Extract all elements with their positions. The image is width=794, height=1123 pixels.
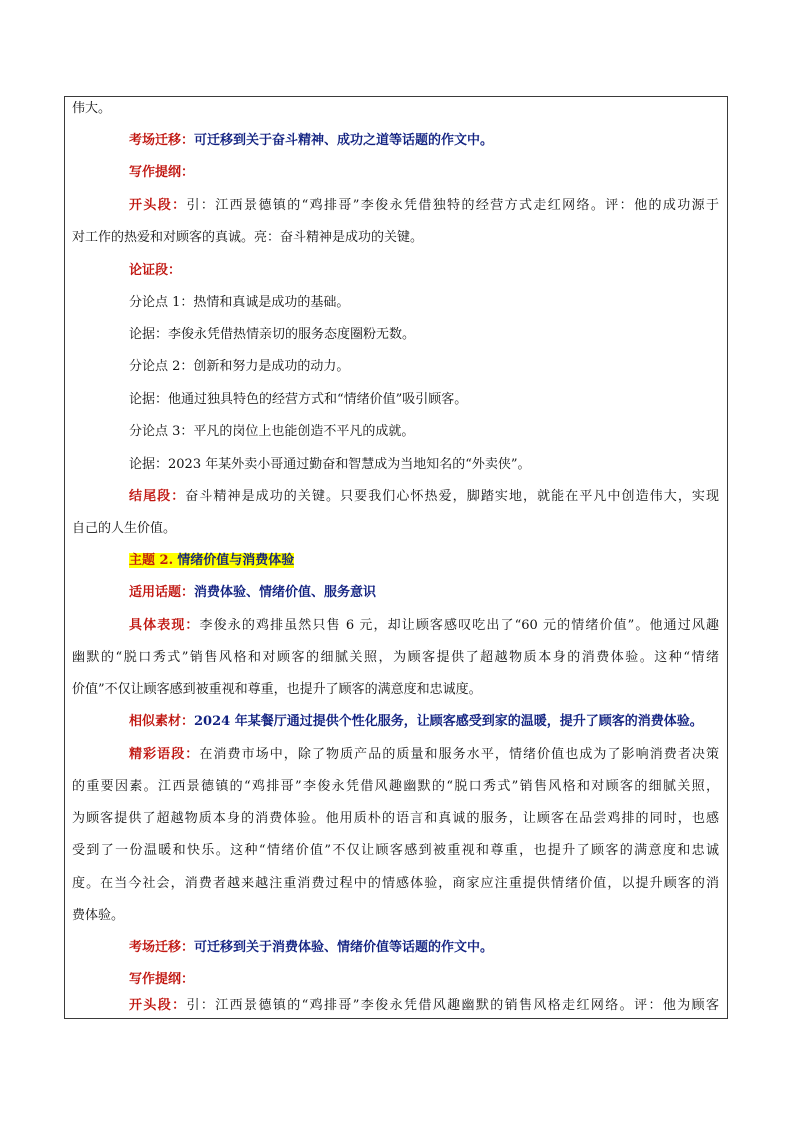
- paragraph-text: 引：江西景德镇的“鸡排哥”李俊永凭借独特的经营方式走红网络。评：他的成功源于: [186, 198, 719, 213]
- section-label: 具体表现：: [129, 618, 200, 633]
- paragraph-text: 受到了一份温暖和快乐。这种“情绪价值”不仅让顾客感到被重视和尊重，也提升了顾客的满意度和忠诚: [72, 843, 719, 858]
- text-line: [72, 517, 719, 541]
- text-line: [72, 97, 719, 121]
- section-label: 开头段：: [129, 198, 187, 213]
- section-text: 2024 年某餐厅通过提供个性化服务，让顾客感受到家的温暖，提升了顾客的消费体验。: [194, 714, 703, 729]
- section-label: 论证段：: [129, 263, 182, 278]
- text-line: [72, 775, 719, 799]
- topic-title: 情绪价值与消费体验: [177, 553, 295, 568]
- paragraph-text: 李俊永的鸡排虽然只售 6 元，却让顾客感叹吃出了“60 元的情绪价值”。他通过风趣: [199, 618, 719, 633]
- section-label: 精彩语段：: [129, 747, 200, 762]
- text-line: [72, 646, 719, 670]
- outline-heading: [129, 968, 719, 992]
- section-label: 相似素材：: [129, 714, 195, 729]
- intro-line: [129, 194, 719, 218]
- paragraph-text: 费体验。: [72, 908, 125, 923]
- section-label: 考场迁移：: [129, 133, 195, 148]
- paragraph-text: 论据：他通过独具特色的经营方式和“情绪价值”吸引顾客。: [129, 392, 468, 407]
- topic-heading: [129, 549, 719, 573]
- highlight-passage-line: [129, 743, 719, 767]
- section-label: 写作提纲：: [129, 165, 195, 180]
- paragraph-text: 论据：李俊永凭借热情亲切的服务态度圈粉无数。: [129, 327, 416, 342]
- text-line: [72, 807, 719, 831]
- paragraph-text: 的重要因素。江西景德镇的“鸡排哥”李俊永凭借风趣幽默的“脱口秀式”销售风格和对顾客的细腻关照，: [72, 779, 719, 794]
- intro-line: [129, 994, 719, 1018]
- content-frame: [64, 96, 728, 1019]
- sub-point-line: [129, 291, 719, 315]
- exam-transfer-line: [129, 936, 719, 960]
- section-label: 开头段：: [129, 998, 187, 1013]
- paragraph-text: 自己的人生价值。: [72, 521, 177, 536]
- section-label: 结尾段：: [129, 489, 186, 504]
- text-line: [72, 904, 719, 928]
- similar-material-line: [129, 710, 719, 734]
- paragraph-text: 价值”不仅让顾客感到被重视和尊重，也提升了顾客的满意度和忠诚度。: [72, 682, 482, 697]
- sub-point-line: [129, 420, 719, 444]
- paragraph-text: 分论点 2：创新和努力是成功的动力。: [129, 359, 350, 374]
- paragraph-text: 分论点 3：平凡的岗位上也能创造不平凡的成就。: [129, 424, 415, 439]
- section-text: 可迁移到关于奋斗精神、成功之道等话题的作文中。: [194, 133, 494, 148]
- sub-point-line: [129, 355, 719, 379]
- text-line: [72, 839, 719, 863]
- paragraph-text: 奋斗精神是成功的关键。只要我们心怀热爱，脚踏实地，就能在平凡中创造伟大，实现: [185, 489, 719, 504]
- evidence-line: [129, 323, 719, 347]
- paragraph-text: 对工作的热爱和对顾客的真诚。亮：奋斗精神是成功的关键。: [72, 230, 424, 245]
- section-label: 考场迁移：: [129, 940, 195, 955]
- evidence-line: [129, 453, 719, 477]
- section-label: 适用话题：: [129, 585, 195, 600]
- section-text: 消费体验、情绪价值、服务意识: [194, 585, 377, 600]
- text-line: [72, 872, 719, 896]
- argument-heading: [129, 259, 719, 283]
- paragraph-text: 为顾客提供了超越物质本身的消费体验。他用质朴的语言和真诚的服务，让顾客在品尝鸡排的同时，也感: [72, 811, 719, 826]
- conclusion-line: [129, 485, 719, 509]
- paragraph-text: 论据：2023 年某外卖小哥通过勤奋和智慧成为当地知名的“外卖侠”。: [129, 457, 531, 472]
- specific-performance-line: [129, 614, 719, 638]
- exam-transfer-line: [129, 129, 719, 153]
- section-label: 写作提纲：: [129, 972, 195, 987]
- applicable-topics-line: [129, 581, 719, 605]
- paragraph-text: 在消费市场中，除了物质产品的质量和服务水平，情绪价值也成为了影响消费者决策: [199, 747, 719, 762]
- paragraph-text: 伟大。: [72, 101, 112, 116]
- evidence-line: [129, 388, 719, 412]
- text-line: [72, 678, 719, 702]
- paragraph-text: 度。在当今社会，消费者越来越注重消费过程中的情感体验，商家应注重提供情绪价值，以提升顾客的消: [72, 876, 719, 891]
- paragraph-text: 引：江西景德镇的“鸡排哥”李俊永凭借风趣幽默的销售风格走红网络。评：他为顾客: [186, 998, 719, 1013]
- text-line: [72, 226, 719, 250]
- paragraph-text: 幽默的“脱口秀式”销售风格和对顾客的细腻关照，为顾客提供了超越物质本身的消费体验。这种“情绪: [72, 650, 719, 665]
- topic-number: 主题 2.: [129, 553, 174, 568]
- section-text: 可迁移到关于消费体验、情绪价值等话题的作文中。: [194, 940, 494, 955]
- outline-heading: [129, 161, 719, 185]
- paragraph-text: 分论点 1：热情和真诚是成功的基础。: [129, 295, 350, 310]
